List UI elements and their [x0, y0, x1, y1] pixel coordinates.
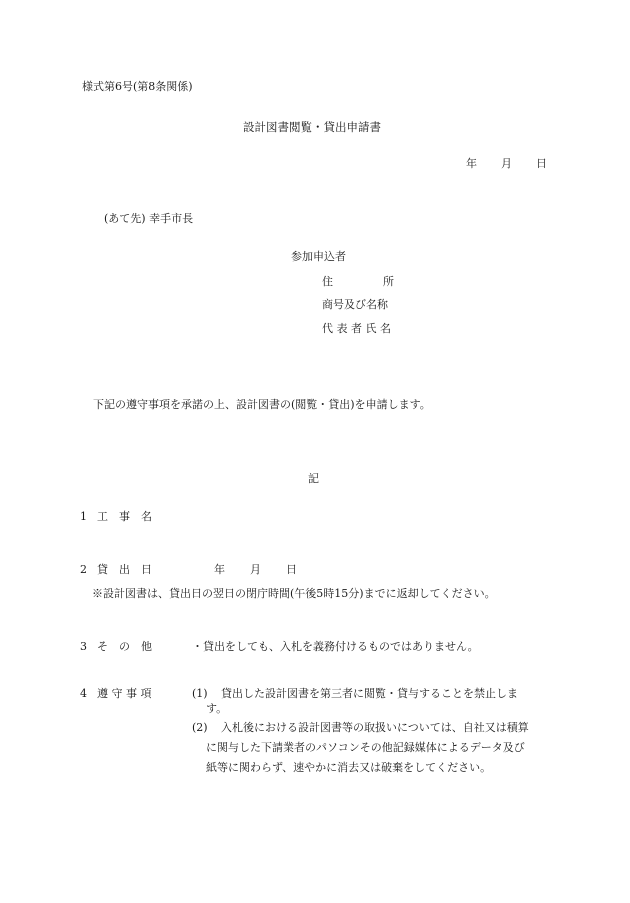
item2-label: 貸 出 日	[97, 563, 152, 576]
rule1-line2: す。	[206, 702, 228, 715]
item1-number: 1	[80, 510, 87, 523]
address-label-part1: 住	[322, 275, 333, 288]
representative-label: 代 表 者 氏 名	[322, 322, 391, 335]
rule1-line1: 貸出した設計図書を第三者に閲覧・貸与することを禁止しま	[221, 687, 518, 700]
address-label-part2: 所	[383, 275, 394, 288]
rule2-line3: 紙等に関わらず、速やかに消去又は破棄をしてください。	[206, 761, 492, 774]
item2-day-label: 日	[286, 563, 297, 576]
date-day-label: 日	[536, 157, 547, 170]
item4-number: 4	[80, 687, 87, 700]
applicant-heading: 参加申込者	[291, 250, 346, 263]
date-month-label: 月	[501, 157, 512, 170]
item2-year-label: 年	[214, 563, 225, 576]
item1-label: 工 事 名	[97, 510, 152, 523]
rule2-number: (2)	[192, 721, 208, 734]
date-year-label: 年	[466, 157, 477, 170]
item2-month-label: 月	[250, 563, 261, 576]
item4-label: 遵 守 事 項	[97, 687, 152, 700]
rule2-line2: に関与した下請業者のパソコンその他記録媒体によるデータ及び	[206, 741, 525, 754]
rule1-number: (1)	[192, 687, 208, 700]
addressee: (あて先) 幸手市長	[104, 212, 194, 225]
page-title: 設計図書閲覧・貸出申請書	[243, 120, 381, 134]
rule2-line1: 入札後における設計図書等の取扱いについては、自社又は積算	[221, 721, 529, 734]
item3-text: ・貸出をしても、入札を義務付けるものではありません。	[192, 640, 479, 653]
item3-number: 3	[80, 640, 87, 653]
ki-heading: 記	[308, 472, 319, 485]
intro-text: 下記の遵守事項を承諾の上、設計図書の(閲覧・貸出)を申請します。	[93, 398, 431, 411]
item3-label: そ の 他	[97, 640, 152, 653]
company-name-label: 商号及び名称	[322, 298, 388, 311]
item2-number: 2	[80, 563, 87, 576]
item2-return-note: ※設計図書は、貸出日の翌日の閉庁時間(午後5時15分)までに返却してください。	[92, 587, 496, 600]
form-number: 様式第6号(第8条関係)	[82, 80, 193, 93]
